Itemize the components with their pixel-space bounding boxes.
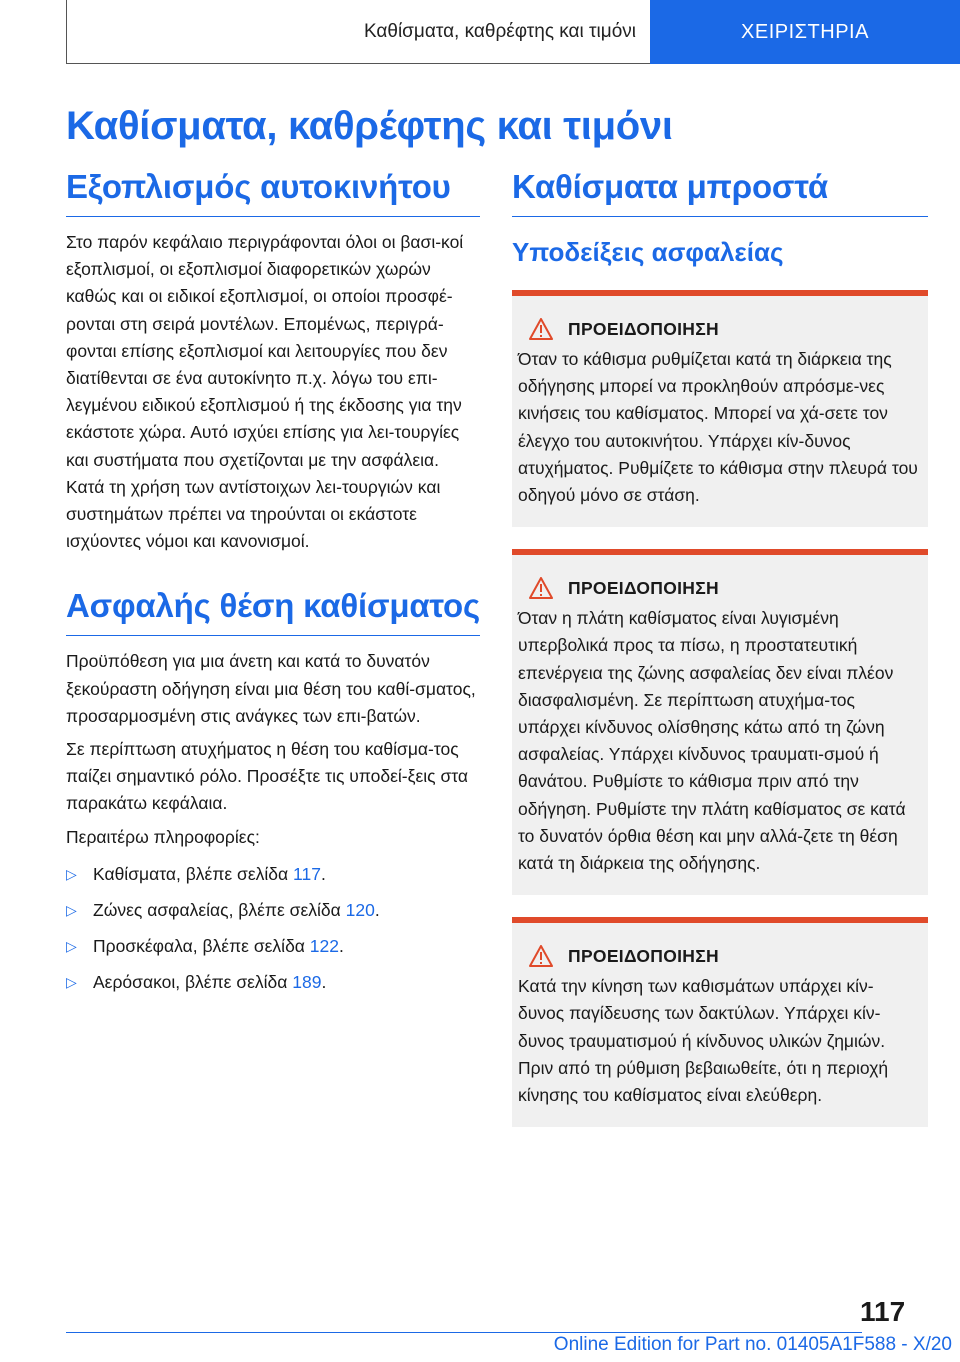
header-section-title: Καθίσματα, καθρέφτης και τιμόνι	[66, 0, 650, 64]
footer-divider	[66, 1332, 862, 1333]
paragraph-seat-position-2: Σε περίπτωση ατυχήματος η θέση του καθίσμα-τος παίζει σημαντικό ρόλο. Προσέξτε τις υποδεί-ξεις στα παρακάτω κεφάλαια.	[66, 739, 469, 814]
heading-safety-notes: Υποδείξεις ασφαλείας	[512, 237, 784, 267]
warning-title: ΠΡΟΕΙΔΟΠΟΙΗΣΗ	[568, 945, 719, 966]
warning-text: Όταν το κάθισμα ρυθμίζεται κατά τη διάρκεια της οδήγησης μπορεί να προκληθούν απρόσμε-νες κινήσεις του καθίσματος. Μπορεί να χά-σετε τον έλεγχο του αυτοκινήτου. Υπάρχει κίν-δυνος ατυχήματος. Ρυθμίζετε το κάθισμα στην πλευρά του οδηγού μόνο σε στάση.	[518, 349, 918, 506]
heading-vehicle-equipment: Εξοπλισμός αυτοκινήτου	[66, 168, 480, 217]
list-item-seat-belts: ▷ Ζώνες ασφαλείας, βλέπε σελίδα 120.	[66, 897, 480, 924]
triangle-bullet-icon: ▷	[66, 901, 77, 918]
header-chapter-tab[interactable]: ΧΕΙΡΙΣΤΗΡΙΑ	[650, 0, 960, 64]
warning-triangle-icon	[518, 318, 564, 340]
triangle-bullet-icon: ▷	[66, 865, 77, 882]
footer-edition-text: Online Edition for Part no. 01405A1F588 - X/20	[553, 1334, 952, 1355]
paragraph-more-info: Περαιτέρω πληροφορίες:	[66, 826, 260, 847]
warning-box	[512, 290, 928, 527]
warning-box	[512, 917, 928, 1127]
warning-box	[512, 549, 928, 895]
page-link[interactable]: 189	[292, 971, 322, 992]
warning-triangle-icon	[518, 577, 564, 599]
heading-front-seats: Καθίσματα μπροστά	[512, 168, 928, 217]
warning-title: ΠΡΟΕΙΔΟΠΟΙΗΣΗ	[568, 577, 719, 598]
page-link[interactable]: 120	[345, 899, 375, 920]
warning-text: Κατά την κίνηση των καθισμάτων υπάρχει κίν-δυνος παγίδευσης των δακτύλων. Υπάρχει κίν-δυνος τραυματισμού ή κίνδυνος υλικών ζημιών. Πριν από τη ρύθμιση βεβαιωθείτε, ότι η περιοχή κίνησης του καθίσματος είναι ελεύθερη.	[518, 976, 889, 1106]
paragraph-seat-position-1: Προϋπόθεση για μια άνετη και κατά το δυνατόν ξεκούραστη οδήγηση είναι μια θέση του καθί-σματος, προσαρμοσμένη στις ανάγκες των επι-βατών.	[66, 651, 476, 726]
list-item-airbags: ▷ Αερόσακοι, βλέπε σελίδα 189.	[66, 969, 480, 996]
page-header	[66, 0, 960, 64]
page-title: Καθίσματα, καθρέφτης και τιμόνι	[66, 104, 673, 148]
warning-text: Όταν η πλάτη καθίσματος είναι λυγισμένη υπερβολικά προς τα πίσω, η προστατευτική επενέργεια της ζώνης ασφαλείας δεν είναι πλέον διασφαλισμένη. Σε περίπτωση ατυχήμα-τος υπάρχει κίνδυνος ολίσθησης κάτω από τη ζώνη ασφαλείας. Υπάρχει κίνδυνος τραυματι-σμού ή θανάτου. Ρυθμίστε το κάθισμα πριν από την οδήγηση. Ρυθμίστε την πλάτη καθίσματος σε κατά το δυνατόν όρθια θέση και μην αλλά-ζετε τη θέση κατά τη διάρκεια της οδήγησης.	[518, 608, 906, 874]
right-column	[512, 168, 928, 1127]
more-info-list	[66, 861, 480, 996]
paragraph-vehicle-equipment: Στο παρόν κεφάλαιο περιγράφονται όλοι οι βασι-κοί εξοπλισμοί, οι εξοπλισμοί διαφορετικών χωρών καθώς και οι ειδικοί εξοπλισμοί, οι οποίοι προσφέ-ρονται στη σειρά μοντέλων. Επομένως, περιγρά-φονται επίσης εξοπλισμοί και λειτουργίες που δεν διατίθενται σε ένα αυτοκίνητο π.χ. λόγω του επι-λεγμένου ειδικού εξοπλισμού ή της έκδοσης για την εκάστοτε χώρα. Αυτό ισχύει επίσης για λει-τουργίες και συστήματα που σχετίζονται με την ασφάλεια. Κατά τη χρήση των αντίστοιχων λει-τουργιών και συστημάτων πρέπει να τηρούνται οι εκάστοτε ισχύοντες νόμοι και κανονισμοί.	[66, 232, 464, 552]
triangle-bullet-icon: ▷	[66, 937, 77, 954]
triangle-bullet-icon: ▷	[66, 973, 77, 990]
list-item-seats: ▷ Καθίσματα, βλέπε σελίδα 117.	[66, 861, 480, 888]
heading-safe-seat-position: Ασφαλής θέση καθίσματος	[66, 587, 480, 636]
page-link[interactable]: 117	[293, 863, 321, 884]
left-column	[66, 168, 480, 1005]
warning-triangle-icon	[518, 945, 564, 967]
list-item-head-restraints: ▷ Προσκέφαλα, βλέπε σελίδα 122.	[66, 933, 480, 960]
page-link[interactable]: 122	[309, 935, 339, 956]
warning-title: ΠΡΟΕΙΔΟΠΟΙΗΣΗ	[568, 318, 719, 339]
page-number: 117	[860, 1296, 906, 1327]
